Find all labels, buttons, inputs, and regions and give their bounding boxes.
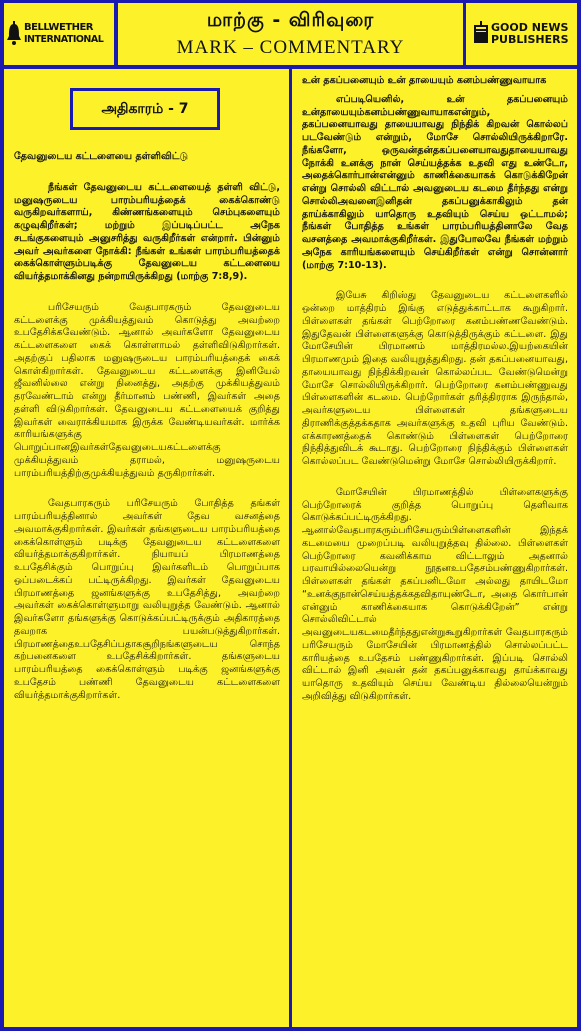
scripture-quote: நீங்கள் தேவனுடைய கட்டளையைத் தள்ளி விட்டு, மனுஷருடைய பாரம்பரியத்தைக் கைக்கொண்டு வருகிறவர்களாய், கிண்ணங்களையும் செம்புகளையும் கழுவுகிறீர்கள்; மற்றும் இப்படிப்பட்ட அநேக சடங்குகளையும் அனுசரித்து வருகிறீர்கள் என்றார். பின்னும் அவர் அவர்களை நோக்கி: நீங்கள் உங்கள் பாரம்பரியத்தைக் கைக்கொள்ளும்படிக்கு தேவனுடைய கட்டளையை வியர்த்தமாக்கினது நன்றாயிருக்கிறது (மாற்கு 7:8,9).: [14, 181, 280, 282]
commentary-paragraph: வேதபாரகரும் பரிசேயரும் போதித்த தங்கள் பாரம்பரியத்தினால் அவர்கள் தேவ வசனத்தை அவமாக்குகிறார்கள். இவர்கள் தங்களுடைய பாரம்பரியத்தை கைக்கொள்ளும் படிக்கு தேவனுடைய கட்டளைகளை வியர்த்தமாக்குகிறார்கள். நியாயப் பிரமாணத்தை உபதேசிக்கும் பொறுப்பு இவர்களிடம் பொறுப்பாக ஒப்படைக்கப் பட்டிருக்கிறது. இவர்கள் தேவனுடைய பிரமாணத்தை ஜனங்களுக்கு உபதேசித்து, அவற்றை அவர்கள் கைக்கொள்ளுமாறு வலியுறுத்த வேண்டும். ஆனால் இவர்களோ தங்களுக்கு கொடுக்கப்பட்டிருக்கும் அதிகாரத்தை தவறாக பயன்படுத்துகிறார்கள். பிரமாணத்தைஉபதேசிப்பதாகசூறிநங்களுடைய சொந்த கற்பனைகளை உபதேசிக்கிறார்கள். தங்களுடைய பாரம்பரியத்தை கைக்கொள்ளும் படிக்கு ஜனங்களுக்கு உபதேசம் பண்ணி தேவனுடைய கட்டளைகளை வியர்த்தமாக்குகிறார்கள்.: [14, 498, 280, 701]
left-logo-line2: INTERNATIONAL: [24, 34, 104, 45]
commentary-paragraph: இயேசு கிறிஸ்து தேவனுடைய கட்டளைகளில் ஒன்றை மாத்திரம் இங்கு எடுத்துக்காட்டாக கூறுகிறார். பிள்ளைகள் தங்கள் பெற்றோரை கனம்பண்ணவேண்டும். இதுதேவன் பிள்ளைகளுக்கு கொடுத்திருக்கும் கட்டளை. இது மோசேயின் பிரமாணம் மாத்திரமல்ல.இயற்கையின் பிரமாணமும் இதை வலியுறுத்துகிறது. தன் தகப்பனையாவது, தாயையாவது நிந்திக்கிறவன் கொல்லப்பட வேண்டுமென்று மோசே சொல்லியிருக்கிறார். பெற்றோரை கனம்பண்ணுவது பிள்ளைகளின் கடமை. பெற்றோர்கள் தரித்திரராக இருந்தால், அவர்களுடைய பிள்ளைகள் தங்களுடைய திராணிக்குத்தக்கதாக அவர்களுக்கு உதவி புரிய வேண்டும். எக்காரணத்தைக் கொண்டும் பிள்ளைகள் பெற்றோரை நிந்தித்துவிடக் கூடாது. பெற்றோரை நிந்திக்கும் பிள்ளைகள் கொல்லப்பட வேண்டுமென்று மோசே சொல்லியிருக்கிறார்.: [302, 290, 568, 467]
right-logo-line1: GOOD NEWS: [491, 21, 569, 34]
right-logo-line2: PUBLISHERS: [491, 33, 569, 46]
section-heading: உன் தகப்பனையும் உன் தாயையும் கனம்பண்ணுவாயாக: [302, 75, 547, 86]
page-title-tamil: மாற்கு - விரிவுரை: [206, 9, 375, 31]
bell-icon: [7, 21, 21, 47]
left-column: [4, 69, 289, 1027]
left-logo-line1: BELLWETHER: [24, 22, 94, 33]
page-title-english: MARK – COMMENTARY: [176, 37, 405, 58]
book-icon: [474, 21, 488, 47]
right-text-block: [302, 75, 568, 704]
section-heading: தேவனுடைய கட்டளையை தள்ளிவிட்டு: [14, 151, 189, 162]
left-text-block: [14, 151, 280, 702]
commentary-paragraph: மோசேயின் பிரமாணத்தில் பிள்ளைகளுக்கு பெற்றோரைக் குறித்த பொறுப்பு தெளிவாக கொடுக்கப்பட்டிருக்கிறது. ஆனால்வேதபாரகரும்பரிசேயரும்பிள்ளைகளின் இந்தக் கடமையை முறைப்படி வலியுறுத்தவு தில்லை. பிள்ளைகள் பெற்றோரை கவனிக்காம விட்டாலும் அதனால் பரவாயில்லையென்று நூதனஉபதேசம்பண்ணுகிறார்கள். பிள்ளைகள் தங்கள் தகப்பனிடமோ அல்லது தாயிடமோ “உனக்குநான்செய்யத்தக்கதவிதாயுண்டோ, அதை கொர்பான் என்னும் காணிக்கையாக கொடுக்கிறேன்” என்று சொல்லிவிட்டால் அவனுடையகடமைதீர்ந்ததுஎன்றுகூறுகிறார்கள் வேதபாரகரும் பரிசேயரும் மோசேயின் பிரமாணத்தில் சொல்லப்பட்ட காரியத்தை உபதேசம் பண்ணுகிறார்கள். இப்படி சொல்லி விட்டால் இனி அவன் தன் தகப்பனுக்காவது தாய்க்காவது யாதொரு உதவியும் செய்ய வேண்டிய தில்லையென்றும் அறிவித்து விடுகிறார்கள்.: [302, 486, 568, 702]
publisher-logo-right: [466, 3, 577, 65]
right-column: [292, 69, 577, 1027]
commentary-paragraph: பரிசேயரும் வேதபாரகரும் தேவனுடைய கட்டளைக்கு முக்கியத்துவம் கொடுத்து அவற்றை உபதேசிக்கவேண்டும். ஆனால் அவர்களோ தேவனுடைய கட்டளைகளை கைக் கொள்ளாமல் தள்ளிவிடுகிறார்கள். அதற்குப் பதிலாக மனுஷருடைய பாரம்பரியத்தைக் கைக் கொள்கிறார்கள். தேவனுடைய கட்டளைக்கு இனியேல் ஜீவனில்லை என்று நினைத்து, அதற்கு முக்கியத்துவம் தரவேண்டாம் என்று தீர்மானம் பண்ணி, இவர்கள் அதை தள்ளி விடுகிறார்கள். தேவனுடைய கட்டளையைக் குறித்து இவர்கள் வைராக்கியமாக இருக்க வேண்டியவர்கள். மார்க்க காரியங்களுக்கு பொறுப்பானஇவர்கள்தேவனுடையகட்டளைக்கு முக்கியத்துவம் தராமல், மனுஷருடைய பாரம்பரியத்திற்குமுக்கியத்துவம் தருகிறார்கள்.: [14, 301, 280, 479]
good-news-logo: [474, 21, 569, 47]
title-panel: [118, 3, 463, 65]
scripture-quote: எப்படியெனில், உன் தகப்பனையும் உன்தாயையும்கனம்பண்ணுவாயாகஎன்றும், தகப்பனையாவது தாயையாவது நிந்திக் கிறவன் கொல்லப் படவேண்டும் என்றும், மோசே சொல்லியிருக்கிறாரே. நீங்களோ, ஒருவன்தன்தகப்பனையாவதுதாயையாவது நோக்கி உனக்கு நான் செய்யத்தக்க உதவி எது உண்டோ, அதைக்கொர்பான்என்னும் காணிக்கையாகக் கொடுக்கிறேன் என்று சொல்லி விட்டால் அவனுடைய கடமை தீர்ந்தது என்று சொல்லிஅவனைஇனிதன் தகப்பனுக்காகிலும் தன் தாய்க்காகிலும் யாதொரு உதவியும் செய்ய ஒட்டாமல்; நீங்கள் போதித்த உங்கள் பாரம்பரியத்தினாலே வேத வசனத்தை அவமாக்குகிறீர்கள். இதுபோலவே நீங்கள் மற்றும் அநேக காரியங்களையும் செய்கிறீர்கள் என்று சொன்னார் (மாற்கு 7:10-13).: [302, 93, 568, 271]
publisher-logo-left: [4, 3, 114, 65]
bellwether-logo: [7, 21, 103, 47]
chapter-label: அதிகாரம் - 7: [70, 88, 220, 130]
